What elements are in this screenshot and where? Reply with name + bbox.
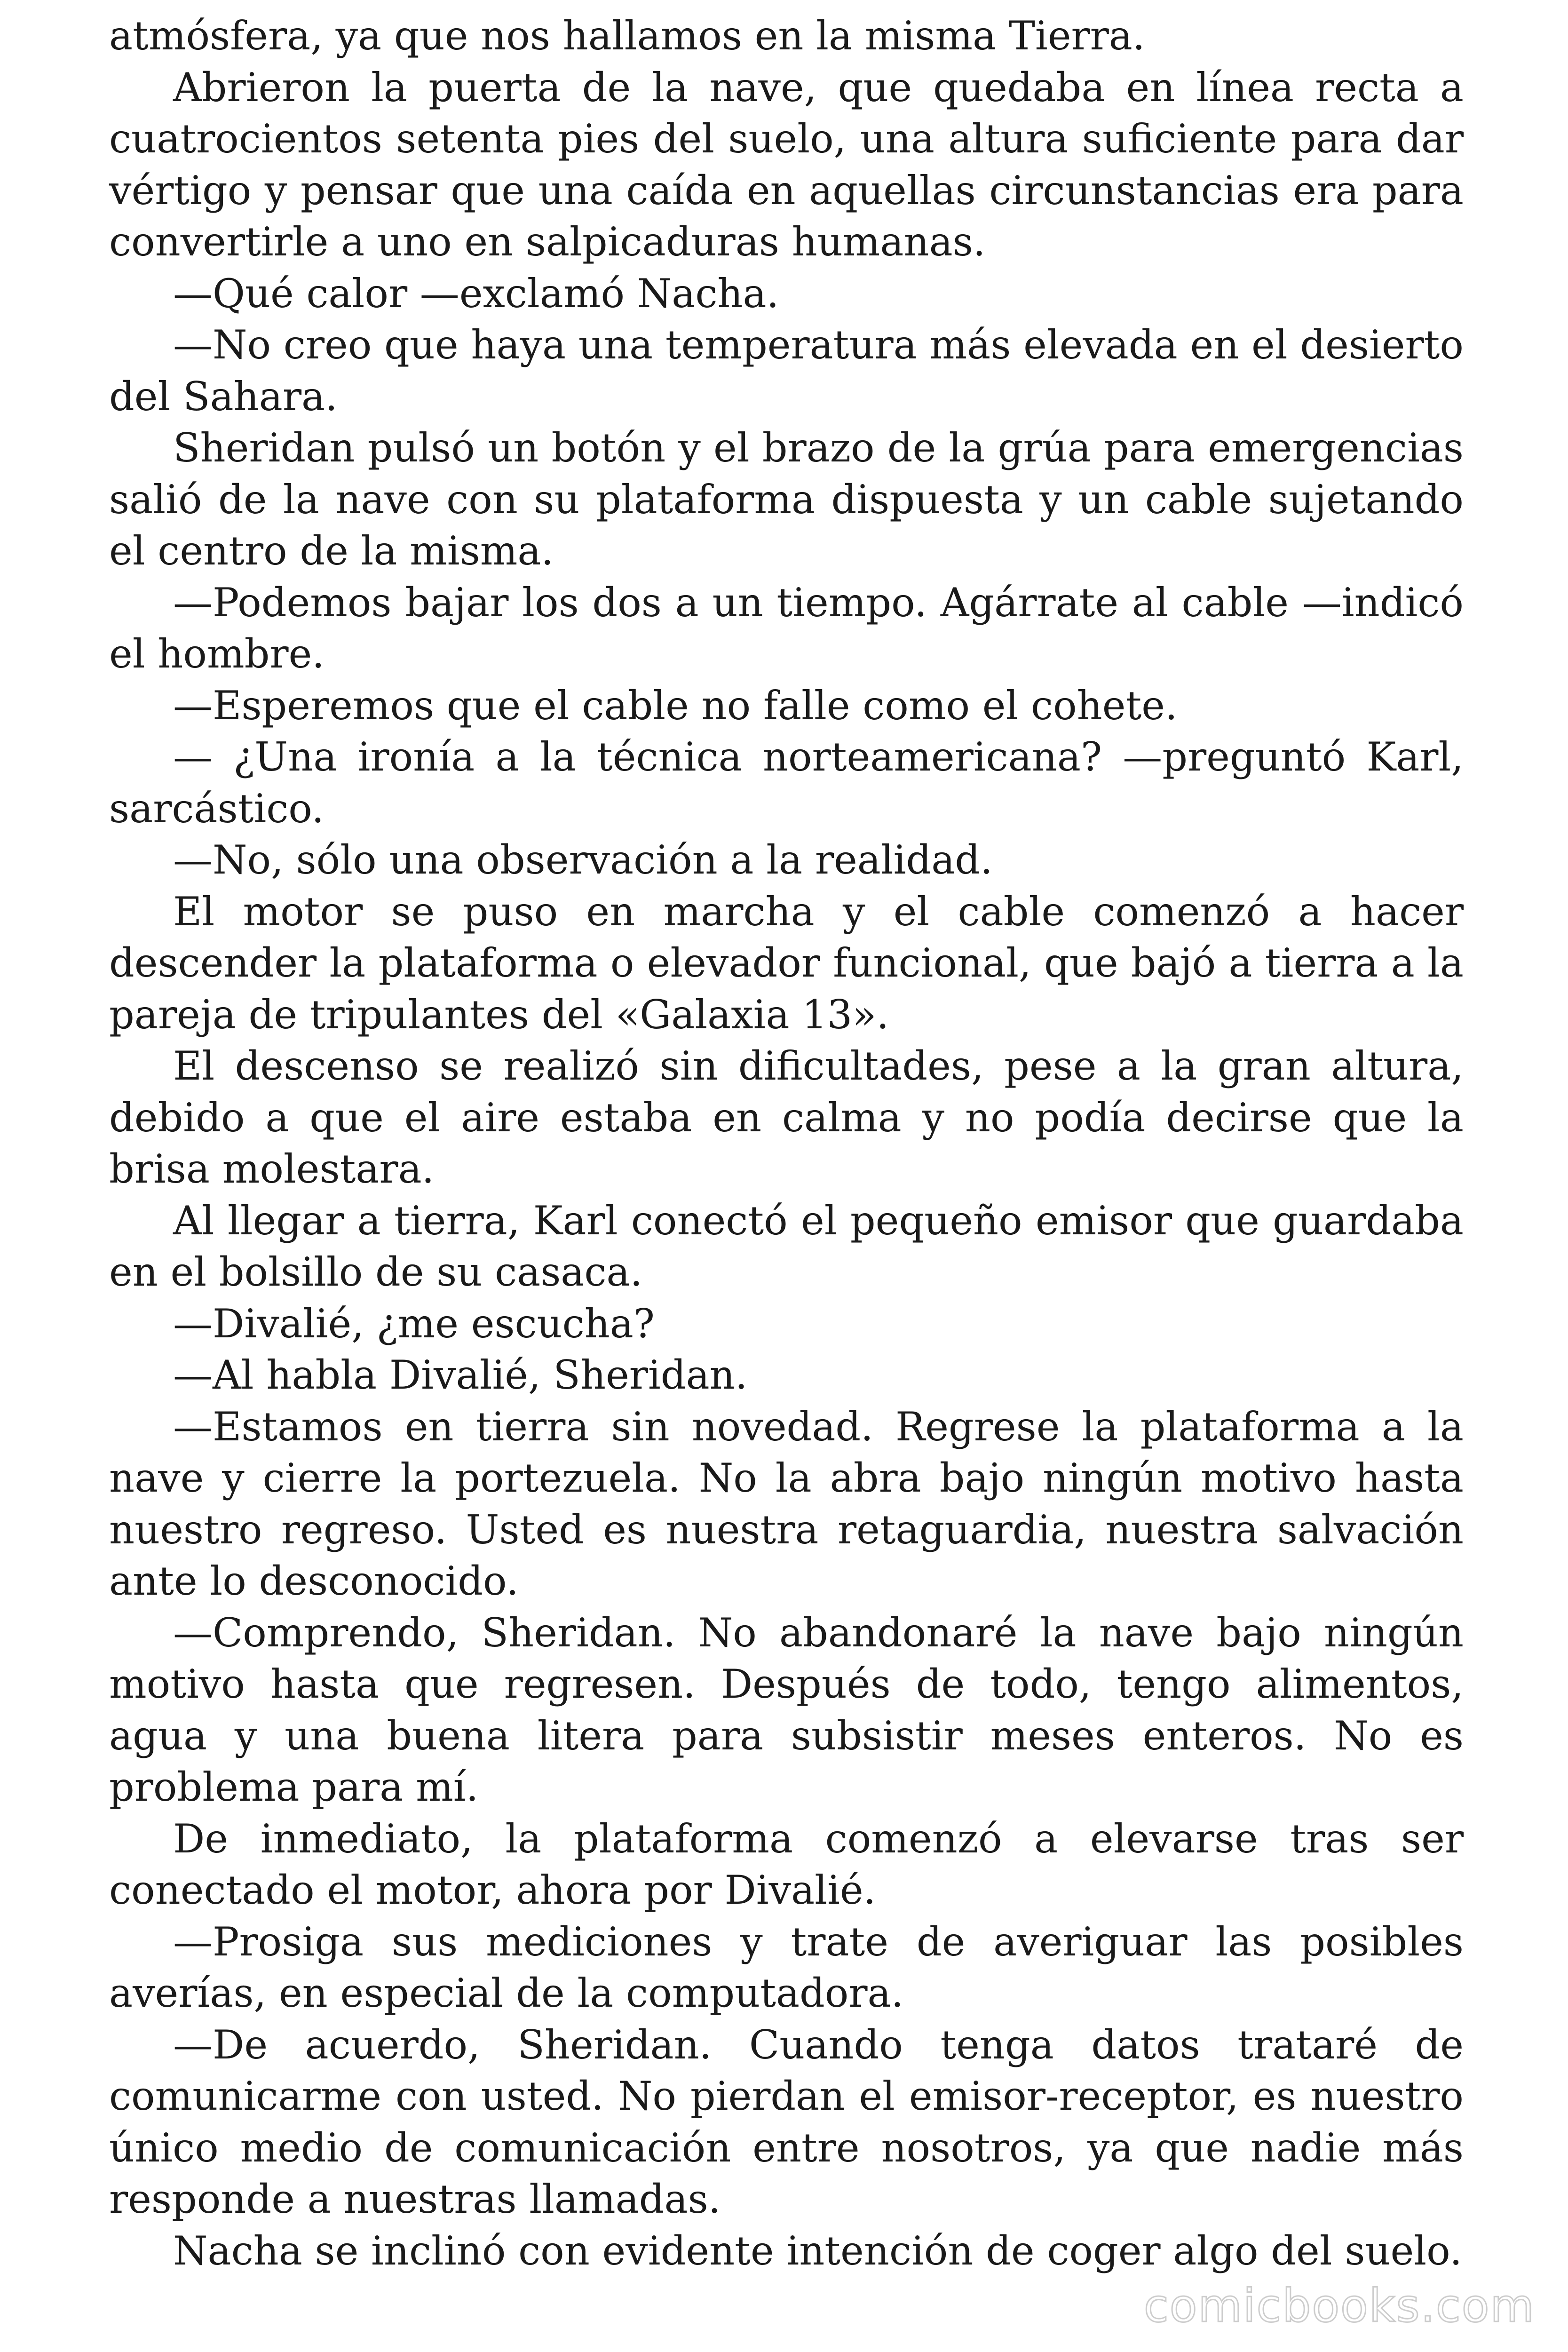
paragraph: atmósfera, ya que nos hallamos en la misma Tierra. bbox=[109, 13, 1145, 59]
paragraph: El motor se puso en marcha y el cable comenzó a hacer descender la plataforma o elevador funcional, que bajó a tierra a la pareja de tripulantes del «Galaxia 13». bbox=[109, 888, 1464, 1038]
paragraph: —Comprendo, Sheridan. No abandonaré la nave bajo ningún motivo hasta que regresen. Después de todo, tengo alimentos, agua y una buena litera para subsistir meses enteros. No es problema para mí. bbox=[109, 1609, 1464, 1810]
paragraph: Nacha se inclinó con evidente intención de coger algo del suelo. bbox=[173, 2227, 1462, 2274]
paragraph: —Qué calor —exclamó Nacha. bbox=[173, 270, 779, 317]
paragraph: —De acuerdo, Sheridan. Cuando tenga datos trataré de comunicarme con usted. No pierdan el emisor-receptor, es nuestro único medio de comunicación entre nosotros, ya que nadie más responde a nuestras llamadas. bbox=[109, 2021, 1464, 2222]
paragraph: —Estamos en tierra sin novedad. Regrese la plataforma a la nave y cierre la portezuela. No la abra bajo ningún motivo hasta nuestro regreso. Usted es nuestra retaguardia, nuestra salvación ante lo desconocido. bbox=[109, 1403, 1464, 1604]
paragraph: Al llegar a tierra, Karl conectó el pequeño emisor que guardaba en el bolsillo de su casaca. bbox=[109, 1197, 1464, 1295]
paragraph: —No, sólo una observación a la realidad. bbox=[173, 837, 993, 883]
watermark: comicbooks.com bbox=[1143, 2280, 1535, 2332]
paragraph: — ¿Una ironía a la técnica norteamericana? —preguntó Karl, sarcástico. bbox=[109, 734, 1464, 832]
paragraph: —Prosiga sus mediciones y trate de averiguar las posibles averías, en especial de la computadora. bbox=[109, 1918, 1464, 2016]
paragraph: El descenso se realizó sin dificultades, pese a la gran altura, debido a que el aire estaba en calma y no podía decirse que la brisa molestara. bbox=[109, 1043, 1464, 1192]
paragraph: —Divalié, ¿me escucha? bbox=[173, 1300, 655, 1347]
paragraph: —No creo que haya una temperatura más elevada en el desierto del Sahara. bbox=[109, 322, 1464, 420]
paragraph: —Podemos bajar los dos a un tiempo. Agárrate al cable —indicó el hombre. bbox=[109, 579, 1464, 677]
paragraph: —Al habla Divalié, Sheridan. bbox=[173, 1352, 748, 1398]
paragraph: Sheridan pulsó un botón y el brazo de la grúa para emergencias salió de la nave con su plataforma dispuesta y un cable sujetando el centro de la misma. bbox=[109, 425, 1464, 574]
paragraph: Abrieron la puerta de la nave, que quedaba en línea recta a cuatrocientos setenta pies del suelo, una altura suficiente para dar vértigo y pensar que una caída en aquellas circunstancias era para convertirle a uno en salpicaduras humanas. bbox=[109, 64, 1464, 265]
paragraph: De inmediato, la plataforma comenzó a elevarse tras ser conectado el motor, ahora por Divalié. bbox=[109, 1815, 1464, 1913]
book-page-text bbox=[109, 10, 1464, 2277]
paragraph: —Esperemos que el cable no falle como el cohete. bbox=[173, 682, 1178, 729]
